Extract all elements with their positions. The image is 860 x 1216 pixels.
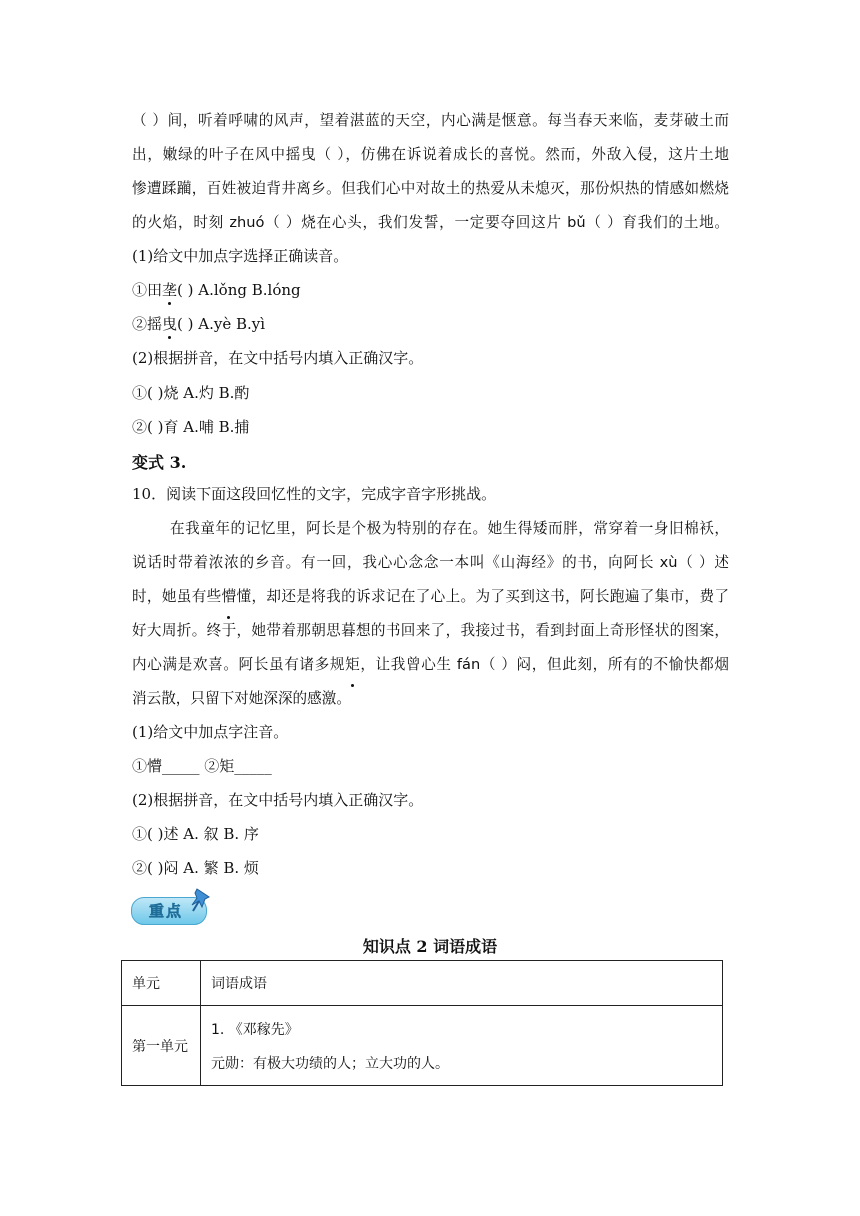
q9-item1 [132, 280, 301, 300]
passage-line: （ ）间，听着呼啸的风声，望着湛蓝的天空，内心满是惬意。每当春天来临，麦芽破土而 [132, 112, 729, 129]
q10-blank-line: ①懵_____ ②矩_____ [132, 757, 272, 775]
q9-item3: ①( )烧 A.灼 B.酌 [132, 384, 250, 402]
q10-prompt: 10．阅读下面这段回忆性的文字，完成字音字形挑战。 [132, 485, 497, 503]
q10-passage-line: 好大周折。终于，她带着那朝思暮想的书回来了，我接过书，看到封面上奇形怪状的图案， [132, 622, 729, 639]
table-header-words: 词语成语 [201, 961, 723, 1006]
table-cell-words [201, 1006, 723, 1086]
q9-part1-title: (1)给文中加点字选择正确读音。 [132, 247, 349, 265]
q10-passage-text: 内心满是欢喜。阿长虽有诸多规 [132, 656, 346, 673]
badge-label: 重点 [148, 902, 183, 920]
q9-item2-options: ( ) A.yè B.yì [177, 315, 266, 333]
q10-part1-title: (1)给文中加点字注音。 [132, 723, 289, 741]
q10-passage-text: 懂，却还是将我的诉求记在了心上。为了买到这书，阿长跑遍了集市，费了 [236, 588, 729, 605]
passage-line: 惨遭蹂躏，百姓被迫背井离乡。但我们心中对故土的热爱从未熄灭，那份炽热的情感如燃烧 [132, 180, 729, 197]
q9-item4: ②( )育 A.哺 B.捕 [132, 418, 250, 436]
passage-line: 出，嫩绿的叶子在风中摇曳（ ），仿佛在诉说着成长的喜悦。然而，外敌入侵，这片土地 [132, 146, 729, 163]
q9-item2-prefix: ②摇 [132, 315, 163, 333]
table-cell-line: 元勋：有极大功绩的人；立大功的人。 [211, 1055, 449, 1072]
table-header-row [122, 961, 723, 1006]
table-header-unit: 单元 [122, 961, 201, 1006]
q9-item2 [132, 314, 265, 334]
q10-item2: ②( )闷 A. 繁 B. 烦 [132, 859, 259, 877]
section-title: 知识点 2 词语成语 [362, 937, 498, 956]
table-cell-unit: 第一单元 [122, 1006, 201, 1086]
q10-passage-line: 说话时带着浓浓的乡音。有一回，我心心念念一本叫《山海经》的书，向阿长 xù（ ）述 [132, 554, 729, 571]
q10-item1: ①( )述 A. 叙 B. 序 [132, 825, 259, 843]
q10-passage-line [132, 580, 729, 614]
q9-part2-title: (2)根据拼音，在文中括号内填入正确汉字。 [132, 349, 424, 367]
variant-heading: 变式 3. [132, 453, 187, 472]
q9-item1-options: ( ) A.lǒng B.lóng [177, 281, 301, 299]
table-row [122, 1006, 723, 1086]
q10-passage-line [132, 648, 729, 682]
table-cell-line: 1. 《邓稼先》 [211, 1021, 299, 1038]
q9-item1-prefix: ①田 [132, 281, 163, 299]
key-point-badge [131, 887, 211, 927]
knowledge-table [121, 960, 723, 1086]
q10-part2-title: (2)根据拼音，在文中括号内填入正确汉字。 [132, 791, 424, 809]
passage-line: 的火焰，时刻 zhuó（ ）烧在心头，我们发誓，一定要夺回这片 bǔ（ ）育我们的土地。 [132, 214, 729, 231]
q10-passage-text: 时，她虽有些 [132, 588, 222, 605]
q10-dotted-char-ju: 矩 [345, 648, 360, 682]
q10-passage-line: 消云散，只留下对她深深的感激。 [132, 690, 351, 707]
q10-passage-line: 在我童年的记忆里，阿长是个极为特别的存在。她生得矮而胖，常穿着一身旧棉袄， [170, 520, 729, 537]
pushpin-icon [189, 887, 215, 913]
q9-item2-dotted-char: 曳 [162, 315, 178, 333]
q10-passage-text: ，让我曾心生 fán（ ）闷，但此刻，所有的不愉快都烟 [359, 656, 729, 673]
q10-dotted-char-meng: 懵 [222, 580, 237, 614]
q9-item1-dotted-char: 垄 [162, 281, 178, 299]
